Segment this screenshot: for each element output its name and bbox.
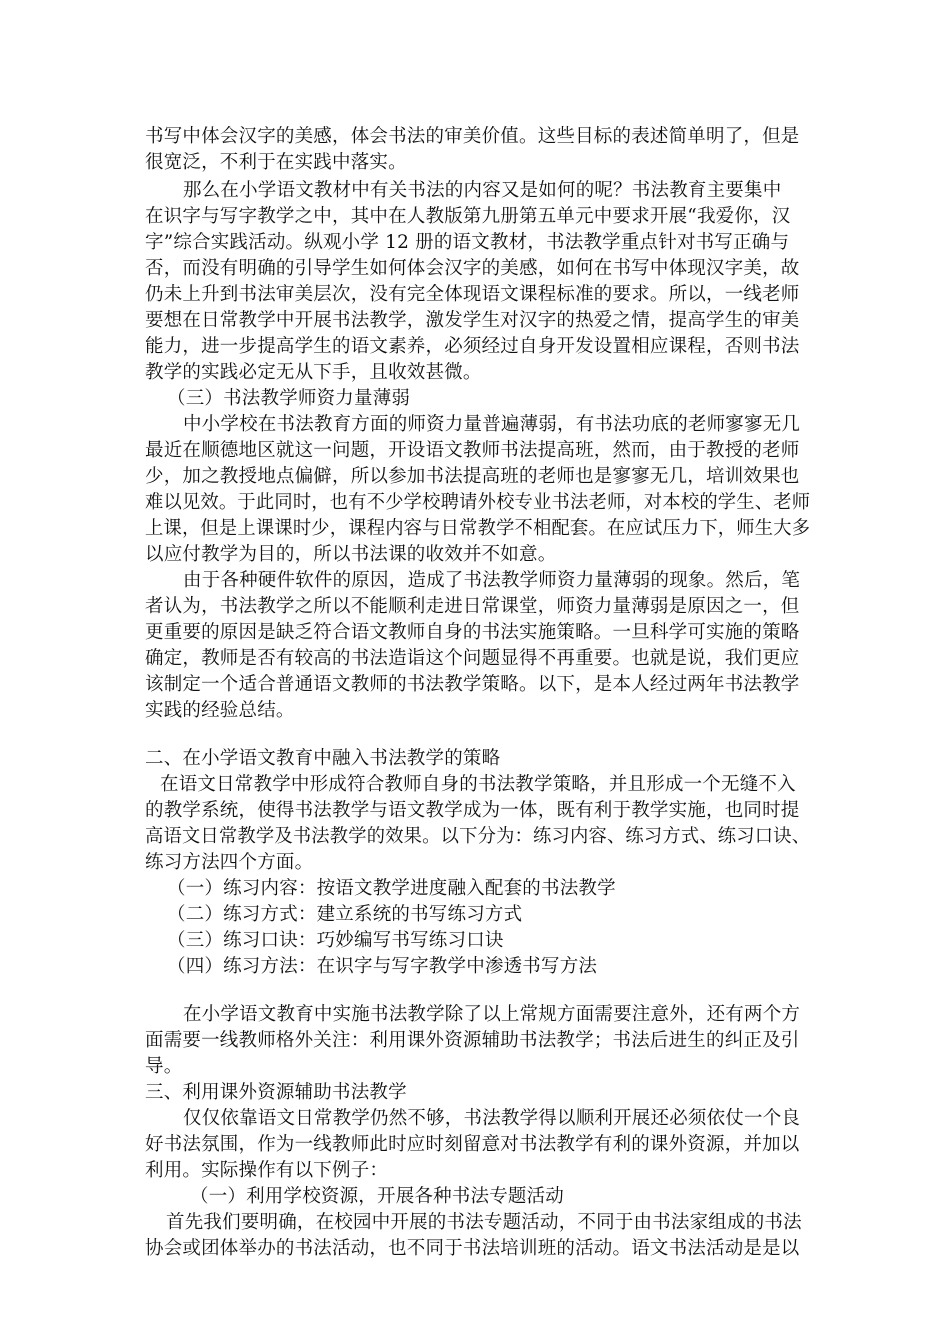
text-line: 上课，但是上课课时少，课程内容与日常教学不相配套。在应试压力下，师生大多 — [145, 518, 811, 539]
text-line: 否，而没有明确的引导学生如何体会汉字的美感，如何在书写中体现汉字美，故 — [145, 258, 800, 279]
text-line: 首先我们要明确，在校园中开展的书法专题活动，不同于由书法家组成的书法 — [166, 1212, 802, 1233]
text-line: 那么在小学语文教材中有关书法的内容又是如何的呢？书法教育主要集中 — [183, 180, 782, 201]
text-line: 难以见效。于此同时，也有不少学校聘请外校专业书法老师，对本校的学生、老师 — [145, 492, 811, 513]
text-line: 者认为，书法教学之所以不能顺利走进日常课堂，师资力量薄弱是原因之一，但 — [145, 596, 800, 617]
text-line: 实践的经验总结。 — [145, 700, 295, 721]
text-line: 字”综合实践活动。纵观小学 12 册的语文教材，书法教学重点针对书写正确与 — [145, 232, 790, 253]
text-line: 高语文日常教学及书法教学的效果。以下分为：练习内容、练习方式、练习口诀、 — [145, 826, 811, 847]
text-line: 练习方法四个方面。 — [145, 852, 314, 873]
section-heading: （一）利用学校资源，开展各种书法专题活动 — [190, 1186, 565, 1207]
text-line: 好书法氛围，作为一线教师此时应时刻留意对书法教学有利的课外资源，并加以 — [145, 1134, 800, 1155]
text-line: 仅仅依靠语文日常教学仍然不够，书法教学得以顺利开展还必须依仗一个良 — [183, 1108, 801, 1129]
text-line: 很宽泛，不利于在实践中落实。 — [145, 152, 407, 173]
list-item: （二）练习方式：建立系统的书写练习方式 — [167, 904, 523, 925]
text-line: 能力，进一步提高学生的语文素养，必须经过自身开发设置相应课程，否则书法 — [145, 336, 800, 357]
text-line: 的教学系统，使得书法教学与语文教学成为一体，既有利于教学实施，也同时提 — [145, 800, 800, 821]
text-line: 最近在顺德地区就这一问题，开设语文教师书法提高班，然而，由于教授的老师 — [145, 440, 800, 461]
text-line: 更重要的原因是缺乏符合语文教师自身的书法实施策略。一旦科学可实施的策略 — [145, 622, 800, 643]
text-line: 在小学语文教育中实施书法教学除了以上常规方面需要注意外，还有两个方 — [183, 1004, 801, 1025]
text-line: 确定，教师是否有较高的书法造诣这个问题显得不再重要。也就是说，我们更应 — [145, 648, 800, 669]
list-item: （三）练习口诀：巧妙编写书写练习口诀 — [167, 930, 504, 951]
text-line: 以应付教学为目的，所以书法课的收效并不如意。 — [145, 544, 557, 565]
text-line: 利用。实际操作有以下例子： — [145, 1160, 389, 1181]
section-heading: 二、在小学语文教育中融入书法教学的策略 — [145, 748, 501, 769]
text-line: 在语文日常教学中形成符合教师自身的书法教学策略，并且形成一个无缝不入 — [160, 774, 796, 795]
text-line: 面需要一线教师格外关注：利用课外资源辅助书法教学；书法后进生的纠正及引 — [145, 1030, 800, 1051]
text-line: 少，加之教授地点偏僻，所以参加书法提高班的老师也是寥寥无几，培训效果也 — [145, 466, 800, 487]
section-heading: 三、利用课外资源辅助书法教学 — [145, 1082, 407, 1103]
text-line: 该制定一个适合普通语文教师的书法教学策略。以下，是本人经过两年书法教学 — [145, 674, 800, 695]
text-line: 仍未上升到书法审美层次，没有完全体现语文课程标准的要求。所以，一线老师 — [145, 284, 800, 305]
list-item: （一）练习内容：按语文教学进度融入配套的书法教学 — [167, 878, 616, 899]
text-line: 导。 — [145, 1056, 183, 1077]
section-heading: （三）书法教学师资力量薄弱 — [167, 388, 411, 409]
text-line: 由于各种硬件软件的原因，造成了书法教学师资力量薄弱的现象。然后，笔 — [183, 570, 801, 591]
text-line: 中小学校在书法教育方面的师资力量普遍薄弱，有书法功底的老师寥寥无几 — [183, 414, 801, 435]
list-item: （四）练习方法：在识字与写字教学中渗透书写方法 — [167, 956, 598, 977]
text-line: 在识字与写字教学之中，其中在人教版第九册第五单元中要求开展“我爱你，汉 — [145, 206, 791, 227]
text-line: 书写中体会汉字的美感，体会书法的审美价值。这些目标的表述简单明了，但是 — [145, 126, 800, 147]
text-line: 协会或团体举办的书法活动，也不同于书法培训班的活动。语文书法活动是是以 — [145, 1238, 800, 1259]
text-line: 要想在日常教学中开展书法教学，激发学生对汉字的热爱之情，提高学生的审美 — [145, 310, 800, 331]
text-line: 教学的实践必定无从下手，且收效甚微。 — [145, 362, 482, 383]
